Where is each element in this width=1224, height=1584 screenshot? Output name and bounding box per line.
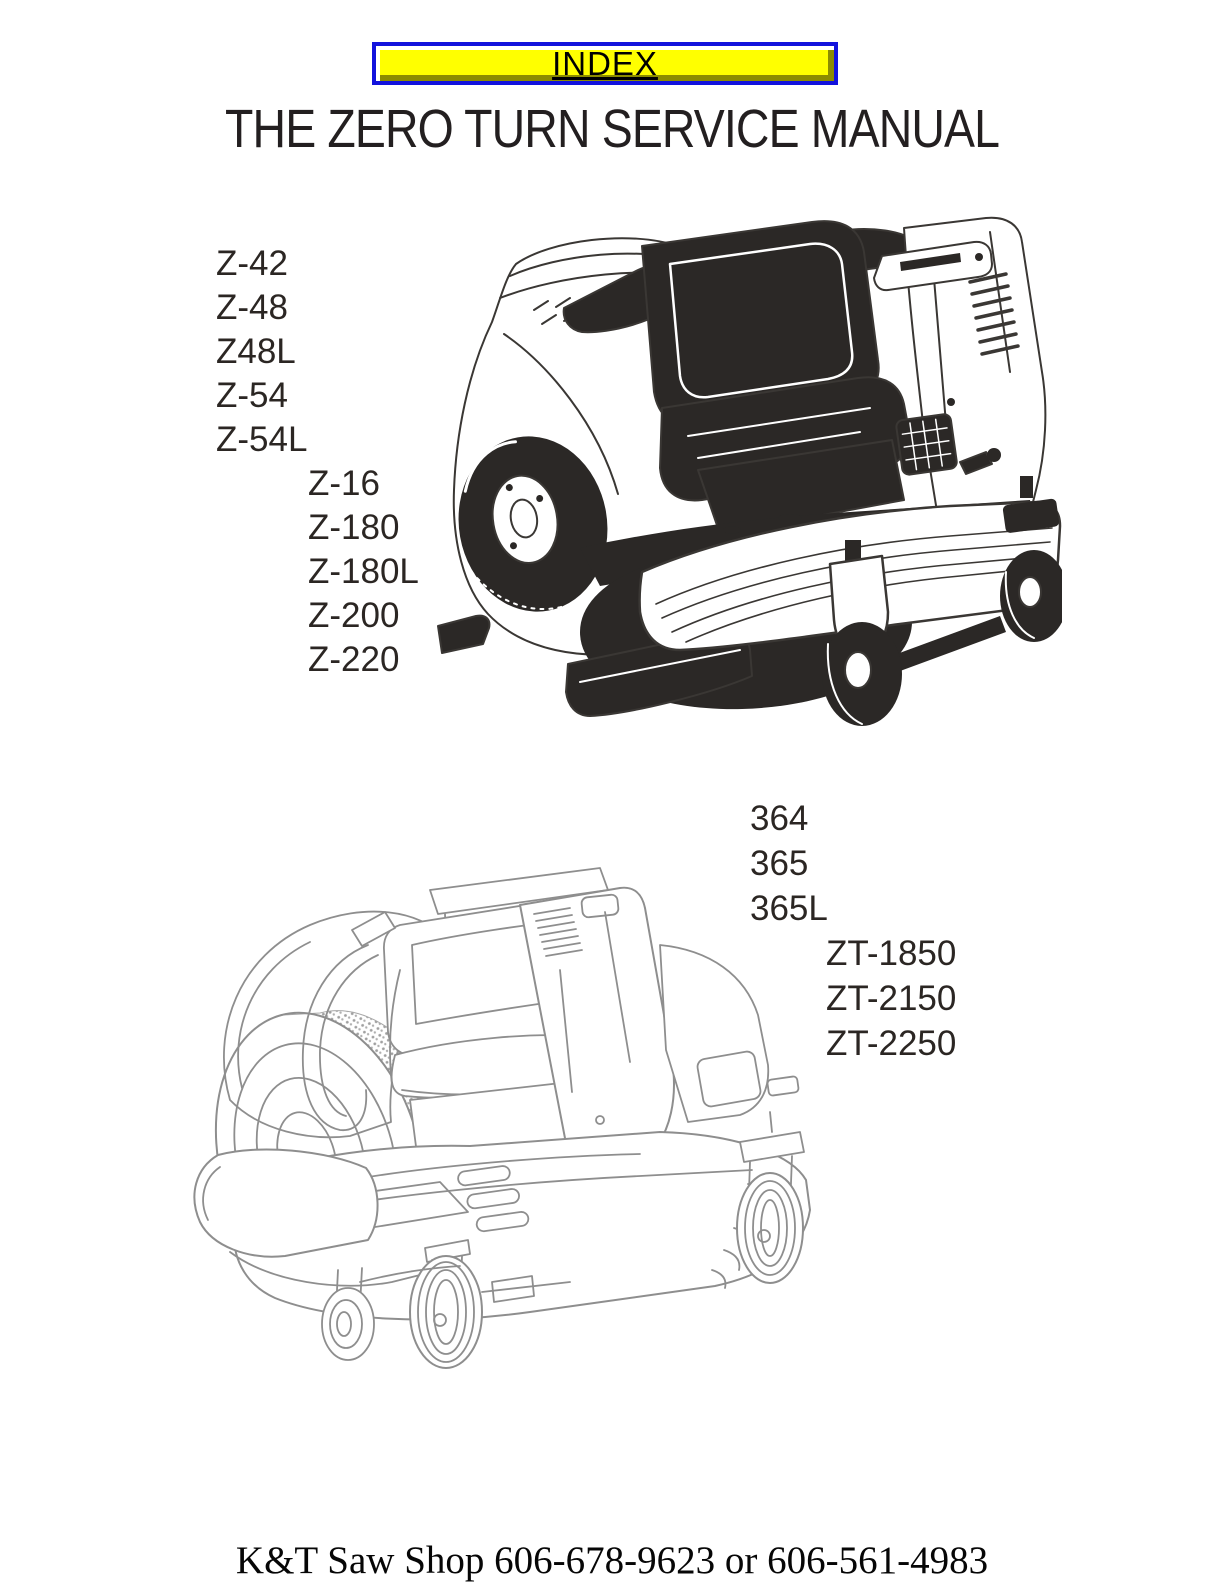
- bottom-mower-illustration: [100, 850, 840, 1380]
- index-button-label: INDEX: [552, 45, 658, 82]
- model-item: ZT-1850: [826, 934, 957, 973]
- model-list-top-secondary: [308, 462, 419, 682]
- model-item: Z-42: [216, 244, 288, 283]
- model-item: Z-220: [308, 640, 400, 679]
- top-mower-illustration: [430, 212, 1062, 734]
- model-item: Z48L: [216, 332, 296, 371]
- model-item: 364: [750, 799, 809, 838]
- model-item: Z-200: [308, 596, 400, 635]
- index-button[interactable]: [372, 42, 838, 85]
- model-item: Z-54: [216, 376, 288, 415]
- model-item: Z-54L: [216, 420, 308, 459]
- model-item: ZT-2150: [826, 979, 957, 1018]
- model-list-bottom-secondary: [826, 931, 956, 1066]
- page-title: [0, 101, 1224, 157]
- model-item: 365: [750, 844, 809, 883]
- model-item: ZT-2250: [826, 1024, 957, 1063]
- model-item: Z-180: [308, 508, 400, 547]
- footer-contact: K&T Saw Shop 606-678-9623 or 606-561-4983: [235, 1539, 989, 1582]
- model-item: 365L: [750, 889, 828, 928]
- page-title-text: THE ZERO TURN SERVICE MANUAL: [224, 99, 1000, 159]
- model-item: Z-180L: [308, 552, 419, 591]
- model-item: Z-48: [216, 288, 288, 327]
- model-list-top-primary: [216, 242, 307, 462]
- model-item: Z-16: [308, 464, 380, 503]
